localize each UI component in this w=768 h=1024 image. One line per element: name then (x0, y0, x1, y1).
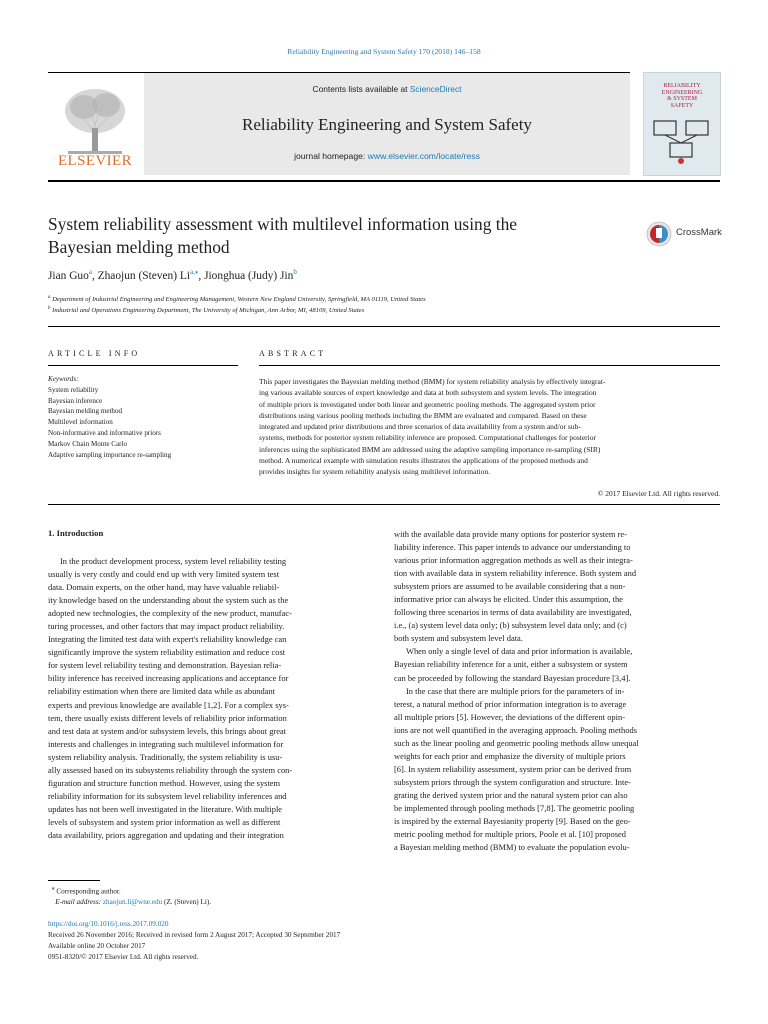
body-line: with the available data provide many options for posterior system re- (394, 529, 627, 539)
abstract-copyright: © 2017 Elsevier Ltd. All rights reserved. (597, 489, 720, 498)
abstract-body (259, 376, 720, 478)
author-affiliation-mark[interactable]: a (88, 268, 92, 276)
keyword-item: Adaptive sampling importance re-sampling (48, 450, 172, 459)
body-line: all multiple priors [5]. However, the deviations of the different opin- (394, 711, 626, 722)
journal-citation-line[interactable]: Reliability Engineering and System Safety 170 (2018) 146–158 (287, 47, 481, 56)
abstract-line: integrated and updated prior distributions and three scenarios of data availability from a system and/or sub- (259, 422, 581, 432)
masthead-bottom-rule (48, 180, 720, 182)
body-line: ity knowledge based on the understanding about the system such as the (48, 595, 289, 606)
cover-title (652, 83, 712, 109)
body-line: levels of subsystem and system prior information as well as different (48, 816, 281, 827)
body-line: turing processes, and other factors that may impact product reliability. (48, 621, 285, 632)
email-label: E-mail address: (55, 898, 103, 907)
abstract-line: of multiple priors is investigated under both linear and geometric pooling methods. The aggregated system prior (259, 399, 596, 409)
affiliation-mark: a (48, 295, 51, 300)
doi-link[interactable]: https://doi.org/10.1016/j.ress.2017.09.020 (48, 920, 169, 928)
body-line: ions are not well quantified in the averaging approach. Pooling methods (394, 724, 637, 735)
body-line: experts and previous knowledge are available [1,2]. For a complex sys- (48, 699, 289, 710)
body-line: tion with available data in system reliability inference. Both system and (394, 568, 637, 579)
introduction-heading: 1. Introduction (48, 528, 104, 538)
author-affiliation-mark[interactable]: b (293, 268, 297, 276)
author-affiliation-mark[interactable]: a,⁎ (190, 268, 199, 276)
body-line: updates has not been well investigated in the literature. With multiple (48, 803, 283, 814)
author-list (48, 268, 297, 282)
author-name[interactable]: Zhaojun (Steven) Li (97, 269, 191, 282)
homepage-prefix: journal homepage: (294, 151, 368, 161)
affiliation-a (48, 295, 426, 303)
body-line: reliability information for its subsystem level reliability inferences and (48, 790, 287, 801)
abstract-heading: ABSTRACT (259, 349, 327, 358)
contents-line (144, 84, 630, 94)
body-line: various prior information aggregation methods as well as their integra- (394, 555, 633, 566)
body-line: subsystem priors are assumed to be available considering that a non- (394, 581, 626, 592)
masthead-center (144, 73, 630, 175)
received-dates: Received 26 November 2016; Received in revised form 2 August 2017; Accepted 30 September 2017 (48, 931, 341, 939)
body-line: can be proceeded by following the standard Bayesian procedure [3,4]. (394, 672, 631, 683)
body-line: terest, a natural method of prior information integration is to average (394, 698, 627, 709)
abstract-line: method. A numerical example with simulation results illustrates the applications of the proposed methods and (259, 456, 588, 466)
cover-title-line: & SYSTEM (667, 96, 697, 103)
affiliation-text: Industrial and Operations Engineering Department, The University of Michigan, Ann Arbor, MI, 48109, United States (52, 307, 365, 315)
keyword-item: Markov Chain Monte Carlo (48, 439, 128, 448)
body-line: is inspired by the external Bayesianity property [9]. Based on the geo- (394, 816, 631, 827)
body-line: subsystem priors through the system configuration and structure. Inte- (394, 776, 631, 787)
crossmark-icon (646, 221, 672, 247)
journal-cover-image (643, 72, 721, 176)
crossmark-label: CrossMark (676, 227, 722, 238)
body-line: figuration and structure function method. However, using the system (48, 777, 281, 788)
keyword-item: Bayesian melding method (48, 407, 123, 416)
keywords-block (48, 374, 238, 460)
body-line: reliability estimation when there are limited data while as abundant (48, 686, 276, 697)
body-right-column (394, 528, 720, 854)
body-line: In the case that there are multiple priors for the parameters of in- (406, 685, 625, 696)
masthead (48, 73, 630, 175)
body-line: data. Domain experts, on the other hand, may have valuable reliabil- (48, 582, 280, 593)
body-line: and test data at system and/or subsystem levels, this brings about great (48, 725, 287, 736)
body-line: [6]. In system reliability assessment, system prior can be derived from (394, 763, 632, 774)
body-line: liability inference. This paper intends to advance our understanding to (394, 542, 631, 553)
affiliation-text: Department of Industrial Engineering and Engineering Management, Western New England University, Springfield, MA 01119, United States (52, 296, 426, 304)
author-name[interactable]: Jionghua (Judy) Jin (204, 269, 294, 282)
email-suffix: (Z. (Steven) Li). (162, 898, 212, 907)
body-line: tem, there usually exists different levels of reliability prior information (48, 712, 287, 723)
abstract-line: provides insights for system reliability analysis using multilevel information. (259, 467, 491, 477)
available-online: Available online 20 October 2017 (48, 942, 146, 950)
body-line: significantly improve the system reliability estimation and reduce cost (48, 647, 286, 658)
body-line: such as the linear pooling and geometric pooling methods allow unequal (394, 737, 639, 748)
footnote-rule (48, 880, 100, 881)
sciencedirect-link[interactable]: ScienceDirect (409, 84, 462, 94)
crossmark-badge[interactable] (646, 220, 724, 248)
abstract-line: systems, methods for posterior system reliability inference are proposed. Computational challenges for posterior (259, 433, 596, 443)
author-separator: , (91, 269, 98, 282)
body-line: In the product development process, system level reliability testing (60, 556, 287, 566)
body-line: usually is very costly and could end up with very limited system test (48, 569, 280, 580)
article-info-heading: ARTICLE INFO (48, 349, 141, 358)
email-line (48, 897, 211, 908)
body-line: metric pooling method for multiple priors, Poole et al. [10] proposed (394, 829, 626, 840)
corresponding-label: Corresponding author. (56, 887, 121, 896)
abstract-line: inferences using the sophisticated BMM are addressed using the adaptive sampling importance re-sampling (SIR) (259, 444, 601, 454)
cover-title-line: ENGINEERING (661, 89, 703, 96)
body-line: Integrating the limited test data with expert's reliability knowledge can (48, 634, 287, 645)
paper-title (48, 213, 608, 259)
abstract-line: distributions using various pooling methods including the BMM are evaluated and compared. Based on these (259, 410, 587, 420)
affiliation-mark: b (48, 306, 51, 311)
keyword-item: System reliability (48, 385, 99, 394)
body-line: When only a single level of data and prior information is available, (406, 646, 633, 657)
body-line: Bayesian reliability inference for a unit, either a subsystem or system (394, 659, 628, 670)
cover-title-line: SAFETY (670, 102, 694, 109)
cover-illustration-icon (650, 117, 714, 167)
author-name[interactable]: Jian Guo (48, 269, 89, 282)
body-line: system reliability analysis. Traditionally, the system reliability is usu- (48, 751, 283, 762)
cover-title-line: RELIABILITY (663, 83, 701, 89)
contents-prefix: Contents lists available at (312, 84, 410, 94)
footnote-mark: ⁎ (51, 886, 55, 892)
abstract-line: ing various available sources of expert knowledge and data at both subsystem and system levels. The integration (259, 388, 597, 398)
title-line: System reliability assessment with multilevel information using the (48, 214, 518, 234)
article-info-rule (48, 365, 238, 366)
body-line: bility inference has received increasing applications and acceptance for (48, 673, 289, 684)
body-line: i.e., (a) system level data only; (b) subsystem level data only; and (c) (394, 620, 627, 631)
affiliation-b (48, 306, 364, 314)
body-line: for system level reliability testing and demonstration. Bayesian relia- (48, 660, 282, 671)
journal-title: Reliability Engineering and System Safety (242, 115, 532, 134)
author-separator: , (198, 269, 205, 282)
issn-copyright: 0951-8320/© 2017 Elsevier Ltd. All rights reserved. (48, 953, 199, 961)
body-line: following three scenarios in terms of data availability are investigated, (394, 607, 632, 618)
body-line: data availability, priors aggregation and updating and their integration (48, 829, 284, 840)
body-left-column (48, 555, 374, 842)
elsevier-logo (48, 73, 142, 173)
section-rule (48, 326, 720, 327)
email-link[interactable]: zhaojun.li@wne.edu (102, 898, 163, 907)
body-line: grating the derived system prior and the natural system prior can also (394, 789, 628, 800)
body-line: be implemented through pooling methods [7,8]. The geometric pooling (394, 802, 635, 813)
article-history (48, 919, 340, 963)
corresponding-author-note (48, 884, 211, 897)
footnote (48, 884, 211, 908)
elsevier-wordmark: ELSEVIER (57, 153, 133, 169)
abstract-rule (259, 365, 720, 366)
keywords-label: Keywords: (48, 375, 79, 383)
keyword-item: Non-informative and informative priors (48, 428, 161, 437)
body-line: weights for each prior and emphasize the diversity of multiple priors (394, 750, 626, 761)
keyword-item: Bayesian inference (48, 396, 103, 405)
title-line: Bayesian melding method (48, 237, 230, 257)
body-line: informative prior can always be elicited. Under this assumption, the (394, 594, 623, 605)
body-line: ally assessed based on its subsystems reliability through the system con- (48, 764, 293, 775)
homepage-line (144, 151, 630, 161)
journal-homepage-link[interactable]: www.elsevier.com/locate/ress (367, 151, 480, 161)
abstract-bottom-rule (48, 504, 720, 505)
abstract-line: This paper investigates the Bayesian melding method (BMM) for system reliability analysis by effectively integrat- (259, 377, 606, 386)
body-line: both system and subsystem level data. (394, 633, 523, 644)
body-line: a Bayesian melding method (BMM) to evaluate the population evolu- (394, 842, 630, 853)
body-line: interests and challenges in integrating such multilevel information for (48, 738, 284, 749)
body-line: adopted new technologies, the complexity of the new product, manufac- (48, 608, 292, 619)
keyword-item: Multilevel information (48, 418, 113, 427)
